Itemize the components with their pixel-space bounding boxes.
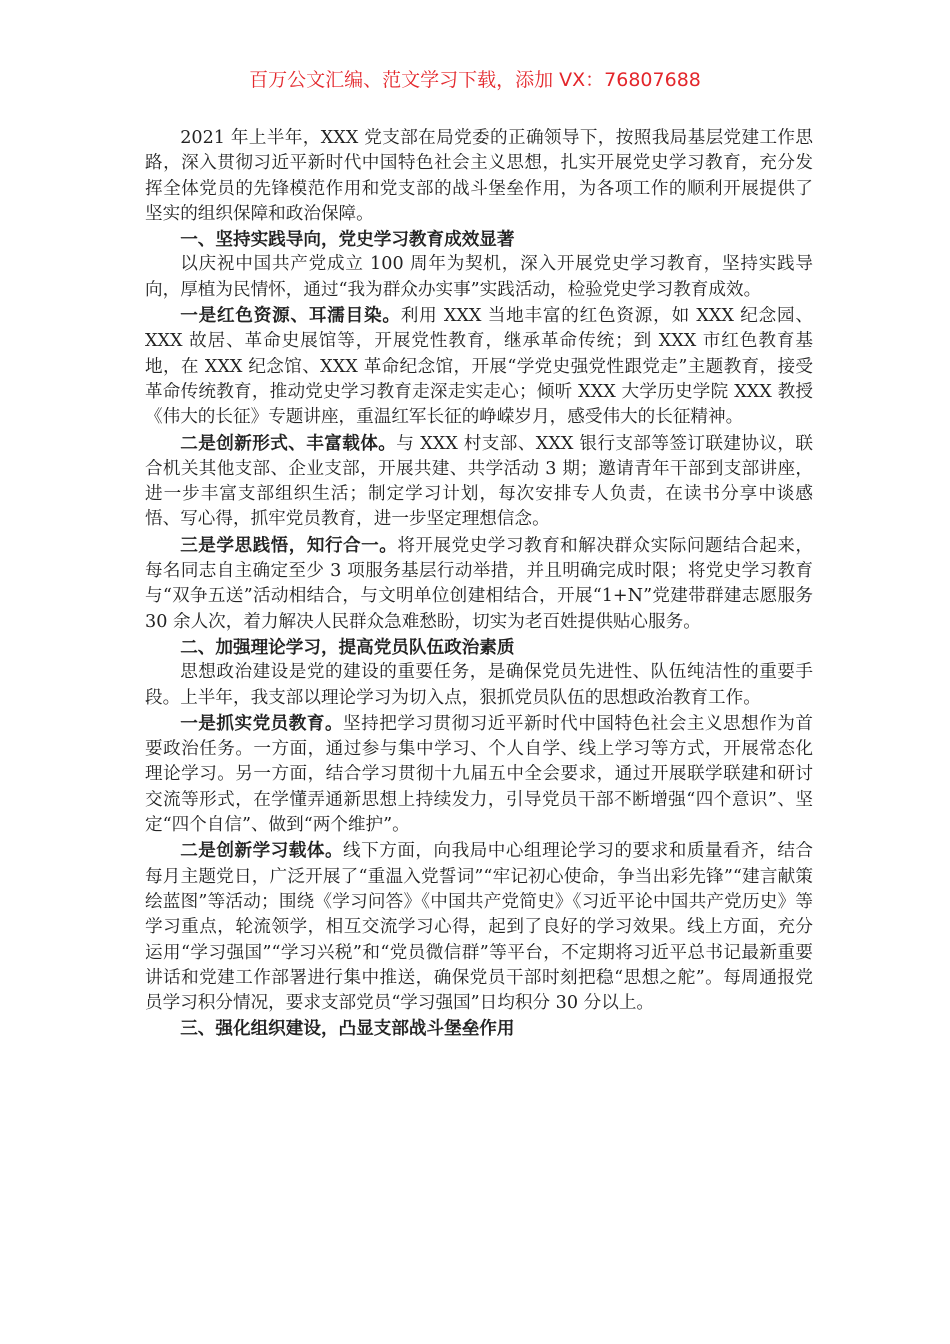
paragraph: [145, 838, 813, 1016]
paragraph-text: 思想政治建设是党的建设的重要任务，是确保党员先进性、队伍纯洁性的重要手段。上半年，我支部以理论学习为切入点，狠抓党员队伍的思想政治教育工作。: [145, 662, 813, 708]
paragraph: [145, 431, 813, 533]
paragraph-text: 坚持把学习贯彻习近平新时代中国特色社会主义思想作为首要政治任务。一方面，通过参与集中学习、个人自学、线上学习等方式，开展常态化理论学习。另一方面，结合学习贯彻十九届五中全会要求，通过开展联学联建和研讨交流等形式，在学懂弄通新思想上持续发力，引导党员干部不断增强“四个意识”、坚定“四个自信”、做到“两个维护”。: [145, 713, 813, 836]
paragraph-lead: 一是抓实党员教育。: [180, 712, 344, 734]
document-body: [145, 126, 813, 1042]
paragraph-text: 线下方面，向我局中心组理论学习的要求和质量看齐，结合每月主题党日，广泛开展了“重温入党誓词”“牢记初心使命，争当出彩先锋”“建言献策绘蓝图”等活动；围绕《学习问答》《中国共产党简史》《习近平论中国共产党历史》等学习重点，轮流领学，相互交流学习心得，起到了良好的学习效果。线上方面，充分运用“学习强国”“学习兴税”和“党员微信群”等平台，不定期将习近平总书记最新重要讲话和党建工作部署进行集中推送，确保党员干部时刻把稳“思想之舵”。每周通报党员学习积分情况，要求支部党员“学习强国”日均积分 30 分以上。: [145, 841, 813, 1014]
section-heading: [145, 635, 813, 660]
paragraph-text: 利用 XXX 当地丰富的红色资源，如 XXX 纪念园、XXX 故居、革命史展馆等，开展党性教育，继承革命传统；到 XXX 市红色教育基地，在 XXX 纪念馆、XXX 革命纪念馆，开展“学党史强党性跟党走”主题教育，接受革命传统教育，推动党史学习教育走深走实走心；倾听 XXX 大学历史学院 XXX 教授《伟大的长征》专题讲座，重温红军长征的峥嵘岁月，感受伟大的长征精神。: [145, 306, 813, 428]
paragraph-text: 将开展党史学习教育和解决群众实际问题结合起来，每名同志自主确定至少 3 项服务基层行动举措，并且明确完成时限；将党史学习教育与“双争五送”活动相结合，与文明单位创建相结合，开展“1+N”党建带群建志愿服务 30 余人次，着力解决人民群众急难愁盼，切实为老百姓提供贴心服务。: [145, 535, 813, 632]
paragraph-lead: 三是学思践悟，知行合一。: [180, 534, 398, 556]
paragraph-text: 三、强化组织建设，凸显支部战斗堡垒作用: [180, 1018, 515, 1040]
watermark-banner: 百万公文汇编、范文学习下载，添加 VX：76807688: [249, 69, 701, 91]
paragraph: [145, 660, 813, 711]
paragraph: [145, 252, 813, 303]
paragraph-text: 以庆祝中国共产党成立 100 周年为契机，深入开展党史学习教育，坚持实践导向，厚植为民情怀，通过“我为群众办实事”实践活动，检验党史学习教育成效。: [145, 254, 813, 300]
paragraph-lead: 二是创新学习载体。: [180, 840, 344, 862]
paragraph: [145, 126, 813, 227]
paragraph: [145, 711, 813, 838]
section-heading: [145, 1016, 813, 1041]
paragraph-text: 与 XXX 村支部、XXX 银行支部等签订联建协议，联合机关其他支部、企业支部，开展共建、共学活动 3 期；邀请青年干部到支部讲座，进一步丰富支部组织生活；制定学习计划，每次安排专人负责，在读书分享中谈感悟、写心得，抓牢党员教育，进一步坚定理想信念。: [145, 433, 813, 530]
paragraph-text: 二、加强理论学习，提高党员队伍政治素质: [180, 636, 515, 658]
paragraph: [145, 303, 813, 430]
paragraph-text: 一、坚持实践导向，党史学习教育成效显著: [180, 229, 515, 251]
paragraph-text: 2021 年上半年，XXX 党支部在局党委的正确领导下，按照我局基层党建工作思路，深入贯彻习近平新时代中国特色社会主义思想，扎实开展党史学习教育，充分发挥全体党员的先锋模范作用和党支部的战斗堡垒作用，为各项工作的顺利开展提供了坚实的组织保障和政治保障。: [145, 128, 813, 224]
section-heading: [145, 227, 813, 252]
paragraph-lead: 二是创新形式、丰富载体。: [180, 432, 397, 454]
paragraph: [145, 533, 813, 635]
paragraph-lead: 一是红色资源、耳濡目染。: [180, 305, 401, 327]
